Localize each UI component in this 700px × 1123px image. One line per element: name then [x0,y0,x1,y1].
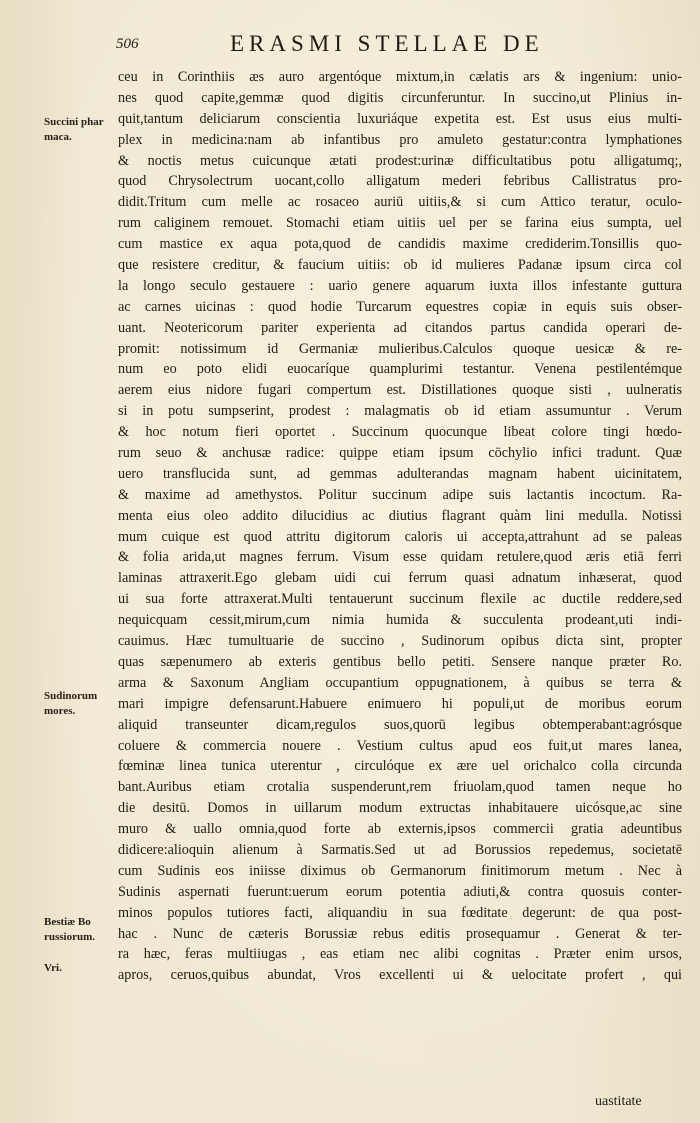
text-line: hac . Nunc de cæteris Borussiæ rebus editis prosequamur . Generat & ter- [118,925,682,942]
text-line: arma & Saxonum Angliam occupantium oppugnationem, à quibus se terra & [118,674,682,691]
text-line: didit.Tritum cum melle ac rosaceo auriū uitiis,& si cum Attico teratur, oculo- [118,194,682,211]
text-line: minos populos tutiores facti, aliquandiu in sua fœditate degerunt: de qua post- [118,904,682,921]
text-line: rum caliginem remouet. Stomachi etiam uitiis uel per se farina eius sumpta, uel [118,215,682,232]
text-line: uant. Neotericorum pariter experienta ad citandos partus candida operari de- [118,319,682,336]
text-line: aerem eius nidore fugari compertum est. Distillationes quoque sisti , uulneratis [118,382,682,399]
text-line: ceu in Corinthiis æs auro argentóque mixtum,in cælatis ars & ingenium: unio- [118,69,682,85]
text-line: Sudinis aspernati fuerunt:uerum eorum potentia adiuti,& contra quosuis conter- [118,883,682,900]
text-line: la longo seculo gestauere : uario genere aquarum iuxta illos infestante guttura [118,277,682,294]
text-line: & hoc notum fieri oportet . Succinum quocunque libeat colore tingi hœdo- [118,424,682,441]
text-line: plex in medicina:nam ab infantibus pro amuleto gestatur:contra lymphationes [118,131,682,148]
text-line: muro & uallo omnia,quod forte ab externis,ipsos commercii gratia adeuntibus [118,821,682,838]
text-line: quit,tantum deliciarum conscientia luxuriáque expetita est. Est usus eius multi- [118,110,682,127]
text-line: ui sua forte attraxerat.Multi tentauerunt succinum flexile ac ductile reddere,sed [118,591,682,608]
text-line: fœminæ linea tunica uterentur , circulóque ex ære uel orichalco colla circunda [118,758,682,775]
text-line: num eo poto elidi euocaríque quamplurimi testantur. Venena pestilentémque [118,361,682,378]
margin-note-line: Sudinorum [44,690,98,702]
text-line: quod Chrysolectrum uocant,collo alligatum mederi febribus Callistratus pro- [118,173,682,190]
margin-note-line: mores. [44,705,76,717]
margin-note-line: maca. [44,131,72,143]
text-line: nequicquam cessit,mirum,cum nimia humida & succulenta prodeant,uti indi- [118,612,682,629]
text-line: didicere:alioquin alienum à Sarmatis.Sed ut ad Borussios repedemus, societatē [118,841,682,858]
text-line: ac carnes uicinas : quod hodie Turcarum equestres copiæ in equis suis obser- [118,298,682,315]
text-line: cum mastice ex aqua pota,quod de candidis maxime crediderim.Tonsillis quo- [118,236,682,253]
running-title: ERASMI STELLAE DE [230,31,544,56]
text-line: cauimus. Hæc tumultuarie de succino , Sudinorum opibus dicta sint, propter [118,633,682,650]
text-line: mari impigre defensarunt.Habuere enimuero hi populi,ut de moribus eorum [118,695,682,712]
body-text [118,67,682,986]
margin-note-line: Succini phar [44,116,104,128]
margin-note-line: russiorum. [44,931,96,943]
text-line: menta eius oleo addito dilucidius ac diutius flagrant quàm lini medulla. Notissi [118,507,682,524]
catchword: uastitate [595,1094,642,1109]
text-line: si in potu sumpserint, prodest : malagmatis ob id etiam assumuntur . Verum [118,403,682,420]
text-line: die desitū. Domos in uillarum modum extructas inhabitauere uicósque,ac sine [118,800,682,817]
margin-note-succini [44,115,120,145]
margin-note-line: Vri. [44,962,62,974]
text-line: apros, ceruos,quibus abundat, Vros excellenti ui & uelocitate profert , qui [118,967,682,984]
text-line: rum seuo & anchusæ radice: quippe etiam ipsum cōchylio infici tradunt. Quæ [118,445,682,462]
text-line: bant.Auribus etiam crotalia suspenderunt,rem friuolam,quod tamen neque ho [118,779,682,796]
text-line: mum cuique est quod attritu digitorum caloris ui accepta,attrahunt ad se paleas [118,528,682,545]
text-line: cum Sudinis eos iniisse diximus ob Germanorum finitimorum metum . Nec à [118,862,682,879]
text-line: uero transflucida sunt, ad gemmas adulterandas magnam habent uicinitatem, [118,465,682,482]
page-header [116,31,676,57]
text-line: nes quod capite,gemmæ quod digitis circunferuntur. In succino,ut Plinius in- [118,89,682,106]
margin-note-sudinorum [44,689,120,719]
text-line: & noctis metus cuicunque ætati prodest:urinæ difficultatibus potu alligatumq;, [118,152,682,169]
margin-note-uri [44,961,120,976]
margin-note-line: Bestiæ Bo [44,916,91,928]
text-line: ra hæc, feras multiiugas , eas etiam nec alibi cognitas . Præter enim ursos, [118,946,682,963]
margin-note-bestiae [44,915,120,945]
text-line: promit: notissimum id Germaniæ mulieribus.Calculos quoque uesicæ & re- [118,340,682,357]
text-line: laminas attraxerit.Ego glebam uidi cui ferrum quasi adnatum inhæserat, quod [118,570,682,587]
text-line: aliquid transeunter dicam,regulos suos,quorū legibus obtemperabant:agrósque [118,716,682,733]
text-line: quas sæpenumero ab exteris gentibus bello petiti. Sensere nanque præter Ro. [118,653,682,670]
text-line: & maxime ad amethystos. Politur succinum adipe suis lactantis incoctum. Ra- [118,486,682,503]
text-line: coluere & commercia nouere . Vestium cultus apud eos fuit,ut mares lanea, [118,737,682,754]
page-number: 506 [116,36,139,52]
text-line: que resistere creditur, & faucium uitiis: ob id mulieres Padanæ ipsum circa col [118,257,682,274]
text-line: & folia arida,ut magnes ferrum. Visum esse quidam retulere,quod æris etiā ferri [118,549,682,566]
